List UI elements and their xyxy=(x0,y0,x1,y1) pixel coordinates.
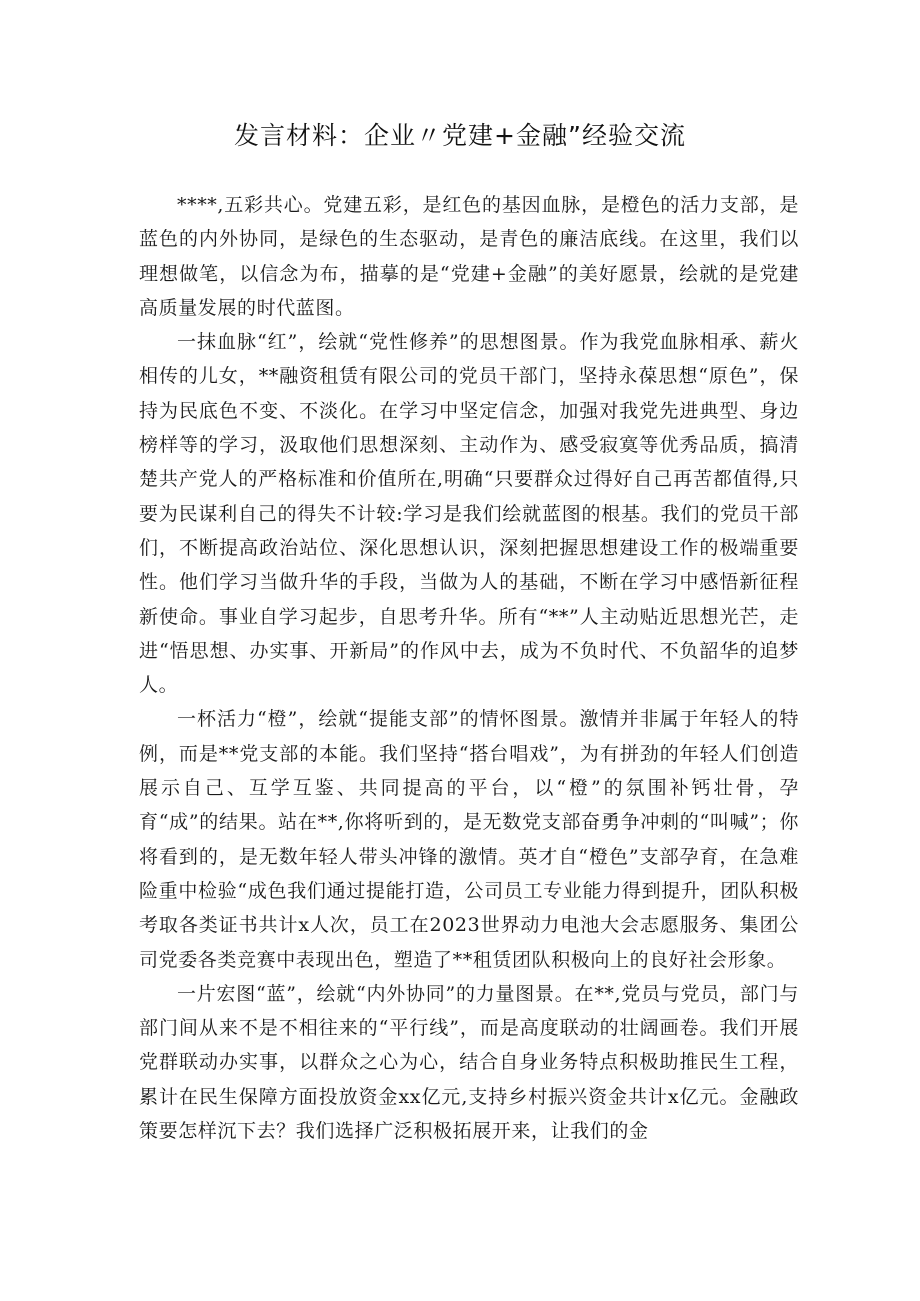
paragraph-orange: 一杯活力“橙”，绘就“提能支部”的情怀图景。激情并非属于年轻人的特例，而是**党支部的本能。我们坚持“搭台唱戏”，为有拼劲的年轻人们创造展示自己、互学互鉴、共同提高的平台，以“橙”的氛围补钙壮骨，孕育“成”的结果。站在**,你将听到的，是无数党支部奋勇争冲刺的“叫喊”；你将看到的，是无数年轻人带头冲锋的激情。英才自“橙色”支部孕育，在急难险重中检验“成色我们通过提能打造，公司员工专业能力得到提升，团队积极考取各类证书共计x人次，员工在2023世界动力电池大会志愿服务、集团公司党委各类竞赛中表现出色，塑造了**租赁团队积极向上的良好社会形象。 xyxy=(139,708,799,971)
paragraph-blue: 一片宏图“蓝”，绘就“内外协同”的力量图景。在**,党员与党员，部门与部门间从来不是不相往来的“平行线”，而是高度联动的壮阔画卷。我们开展党群联动办实事，以群众之心为心，结合自身业务特点积极助推民生工程，累计在民生保障方面投放资金xx亿元,支持乡村振兴资金共计x亿元。金融政策要怎样沉下去？我们选择广泛积极拓展开来，让我们的金 xyxy=(139,982,799,1143)
paragraph-intro: ****,五彩共心。党建五彩，是红色的基因血脉，是橙色的活力支部，是蓝色的内外协同，是绿色的生态驱动，是青色的廉洁底线。在这里，我们以理想做笔，以信念为布，描摹的是“党建+金融”的美好愿景，绘就的是党建高质量发展的时代蓝图。 xyxy=(139,194,799,319)
document-title: 发言材料：企业〃党建+金融”经验交流 xyxy=(234,121,686,150)
paragraph-red: 一抹血脉“红”，绘就“党性修养”的思想图景。作为我党血脉相承、薪火相传的儿女，**融资租赁有限公司的党员干部门，坚持永葆思想“原色”，保持为民底色不变、不淡化。在学习中坚定信念，加强对我党先进典型、身边榜样等的学习，汲取他们思想深刻、主动作为、感受寂寞等优秀品质，搞清楚共产党人的严格标准和价值所在,明确“只要群众过得好自己再苦都值得,只要为民谋利自己的得失不计较:学习是我们绘就蓝图的根基。我们的党员干部们，不断提高政治站位、深化思想认识，深刻把握思想建设工作的极端重要性。他们学习当做升华的手段，当做为人的基础，不断在学习中感悟新征程新使命。事业自学习起步，自思考升华。所有“**”人主动贴近思想光芒，走进“悟思想、办实事、开新局”的作风中去，成为不负时代、不负韶华的追梦人。 xyxy=(139,331,799,697)
document-body xyxy=(139,188,799,1148)
